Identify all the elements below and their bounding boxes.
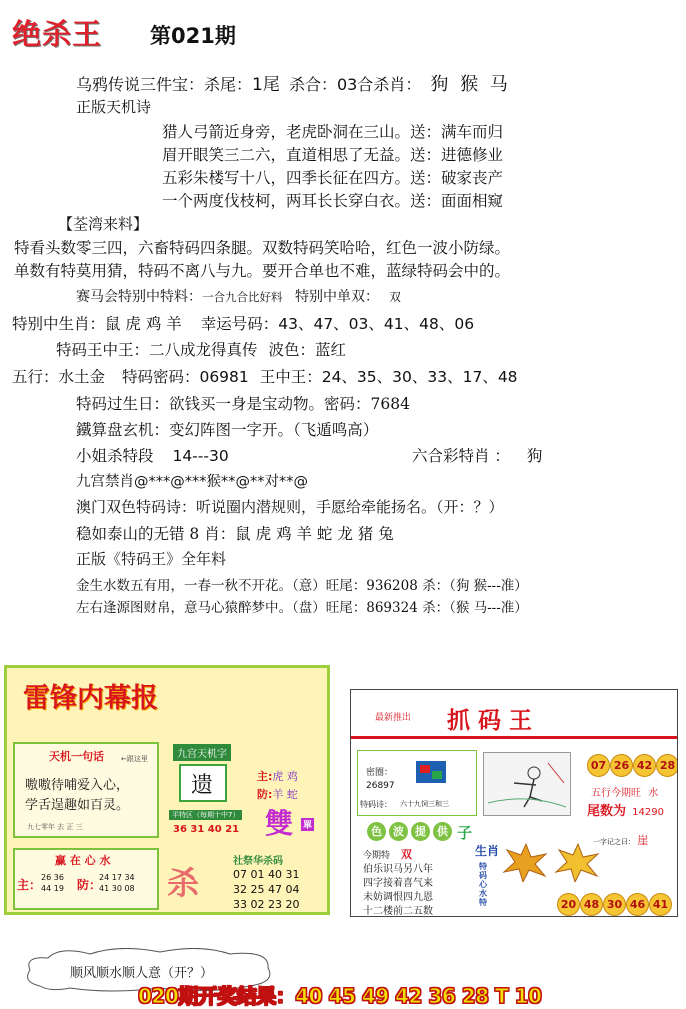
lucky-numbers: 幸运号码：43、47、03、41、48、06 — [200, 315, 475, 333]
paragraph-line-2: 单数有特莫用猜，特码不离八与九。要开合单也不难，蓝绿特码会中的。 — [14, 262, 511, 280]
verse-2: 四字接着喜气来 — [363, 878, 433, 889]
zhuama-title: 抓 码 王 — [447, 707, 533, 734]
today-value: 双 — [400, 848, 412, 861]
kill-zodiac-label: 杀肖： — [373, 75, 422, 94]
zhu-label: 主: — [257, 770, 273, 783]
liuhe-line — [412, 444, 542, 466]
liuhe-label: 六合彩特肖 ： — [412, 447, 510, 465]
fang-line — [257, 786, 298, 802]
zhu-value: 虎 鸡 — [272, 770, 298, 783]
dragon-image-left — [501, 842, 551, 882]
char-square — [179, 764, 227, 802]
today-label: 今期特 — [363, 851, 391, 861]
dragon-image-right — [553, 842, 603, 882]
yiyu-label: 一字记之曰： — [593, 838, 635, 846]
king-line — [56, 338, 346, 360]
side-label: 特码心水特 — [479, 862, 487, 907]
bottom-ball-4: 46 — [626, 893, 649, 916]
source-label: 【荃湾来料】 — [58, 215, 149, 233]
miss-kill-line — [76, 444, 229, 466]
verse-3: 未妨调恨四九恩 — [363, 892, 433, 903]
sunburst-icon-2 — [553, 842, 603, 882]
hw-zhu-numbers: 26 36 44 19 — [41, 873, 64, 893]
heart-water-box — [13, 848, 159, 910]
draw-result: 020期开奖结果：40 45 49 42 36 28 T 10 — [138, 984, 542, 1008]
verse-1: 伯乐识马另八年 — [363, 864, 433, 875]
kill-combo: 杀合：03合 — [288, 75, 374, 94]
top-ball-3: 42 — [633, 754, 656, 777]
tag-side: 子 — [457, 824, 473, 842]
saying-box — [13, 742, 159, 838]
year-line-1: 金生水数五有用，一春一秋不开花。（意）旺尾：936208 杀：（狗 猴---准） — [76, 578, 528, 594]
tail-line — [587, 800, 664, 819]
wuhang-line — [591, 784, 658, 799]
special-even-value: 双 — [389, 290, 401, 304]
jockey-value: 一合九合比好料 — [202, 290, 283, 304]
line-three-treasures — [76, 70, 511, 96]
shejing-row-2: 32 25 47 04 — [233, 883, 300, 896]
verse-4: 十二楼前二五数 — [363, 906, 433, 917]
latest-label: 最新推出 — [375, 713, 412, 723]
char-yi: 遗 — [191, 773, 214, 798]
liuhe-value: 狗 — [526, 447, 543, 465]
mima-value: 26897 — [366, 781, 395, 791]
king-phrase: 特码王中王：二八成龙得真传 — [56, 341, 258, 359]
hw-zhu-label: 主： — [17, 878, 42, 892]
steady-line: 稳如泰山的无错 8 肖：鼠 虎 鸡 羊 蛇 龙 猪 兔 — [76, 525, 394, 543]
title-divider — [351, 736, 678, 739]
kill-tail: 1尾 — [252, 75, 280, 95]
special-code: 特码密码：06981 — [121, 368, 249, 386]
hw-fang-numbers: 24 17 34 41 30 08 — [99, 873, 135, 893]
bottom-ball-5: 41 — [649, 893, 672, 916]
saying-foot: 九七零年 去 正 三 — [27, 823, 83, 831]
nine-palace-box — [165, 742, 329, 842]
zhu-line — [257, 768, 298, 784]
fullyear-line: 正版《特码王》全年料 — [76, 550, 227, 568]
double-char: 雙 — [265, 807, 294, 840]
paragraph-line-1: 特看头数零三四，六畜特码四条腿。双数特码笑哈哈，红色一波小防绿。 — [14, 239, 511, 257]
special-even-label: 特别中单双： — [294, 289, 379, 305]
temi-label: 特码诗： — [360, 800, 392, 809]
year-line-2: 左右逢源图财帛，意马心猿醉梦中。（盘）旺尾：869324 杀：（猴 马---准） — [76, 600, 528, 616]
bottom-ball-3: 30 — [603, 893, 626, 916]
mima-panel — [357, 750, 477, 816]
miss-kill-value: 14---30 — [172, 447, 229, 465]
special-zodiac: 特别中生肖：鼠 虎 鸡 羊 — [12, 315, 182, 333]
nine-palace-title: 九宫天机字 — [173, 744, 231, 761]
sunburst-icon — [501, 842, 551, 882]
tag-gong: 供 — [433, 822, 452, 841]
three-treasures-prefix: 乌鸦传说三件宝：杀尾： — [76, 75, 253, 94]
jockey-club-line — [76, 286, 401, 306]
birthday-line: 特码过生日：欲钱买一身是宝动物。密码：7684 — [76, 395, 410, 413]
miss-kill-label: 小姐杀特段 — [76, 447, 154, 465]
brand-title: 绝杀王 — [12, 17, 103, 51]
wuxing: 五行：水土金 — [12, 368, 106, 386]
temi-value: 六十九饲三和三 — [400, 800, 449, 808]
shejing-title: 社祭华杀码 — [233, 856, 283, 867]
zhuama-poster — [350, 689, 678, 917]
logo-red — [420, 765, 430, 773]
wuhang-value: 水 — [648, 788, 659, 799]
yiyu-value: 崖 — [637, 834, 649, 847]
wave-color: 波色：蓝红 — [268, 341, 346, 359]
kill-zodiac: 狗 猴 马 — [430, 74, 511, 95]
issue-number: 第021期 — [150, 24, 236, 48]
logo-icon — [416, 761, 446, 783]
cloud-text: 顺风顺水顺人意（开？） — [70, 966, 214, 981]
shejing-row-1: 07 01 40 31 — [233, 868, 300, 881]
fisherman-image — [483, 752, 571, 816]
heart-water-title: 赢 在 心 水 — [55, 854, 111, 867]
poem-line-2: 眉开眼笑三二六，直道相思了无益。送：进德修业 — [162, 146, 504, 164]
saying-title: 天机一句话 — [49, 750, 104, 763]
king-numbers: 王中王：24、35、30、33、17、48 — [259, 368, 518, 386]
special-zodiac-line — [12, 312, 474, 334]
hw-fang-label: 防： — [77, 878, 102, 892]
pingte-numbers: 36 31 40 21 — [173, 824, 240, 835]
fang-label: 防: — [257, 788, 273, 801]
fang-value: 羊 蛇 — [272, 788, 298, 801]
top-ball-1: 07 — [587, 754, 610, 777]
kill-char: 杀 — [167, 864, 200, 902]
poster-title: 雷锋内幕报 — [23, 683, 158, 714]
saying-sub: ←跟这里 — [121, 755, 148, 763]
shejing-row-3: 33 02 23 20 — [233, 898, 300, 911]
fisherman-icon — [484, 753, 570, 815]
poem-heading: 正版天机诗 — [76, 98, 152, 116]
wuxing-line — [12, 365, 518, 387]
tag-bo: 波 — [389, 822, 408, 841]
top-ball-4: 28 — [656, 754, 678, 777]
wuhang-label: 五行今期旺 — [591, 788, 641, 799]
saying-line-1: 嗷嗷待哺爱入心， — [25, 778, 130, 793]
poem-line-3: 五彩朱楼写十八，四季长征在四方。送：破家丧产 — [162, 169, 504, 187]
tail-value: 14290 — [632, 807, 664, 818]
pingte-label: 平特区（每期十中7） — [169, 810, 242, 820]
single-char: 單 — [301, 818, 314, 831]
leifeng-poster — [4, 665, 330, 915]
tag-se: 色 — [367, 822, 386, 841]
bottom-ball-2: 48 — [580, 893, 603, 916]
abacus-line: 鐵算盘玄机：变幻阵图一字开。（飞遁鸣高） — [76, 421, 379, 439]
tail-label: 尾数为 — [587, 804, 627, 819]
shengxiao-label: 生肖 — [475, 844, 500, 858]
bottom-ball-1: 20 — [557, 893, 580, 916]
macau-line: 澳门双色特码诗：听说圈内潜规则，手愿给牵能扬名。（开：？） — [76, 498, 504, 516]
top-ball-2: 26 — [610, 754, 633, 777]
poem-line-1: 猎人弓箭近身旁，老虎卧洞在三山。送：满车而归 — [162, 123, 504, 141]
tag-ti: 提 — [411, 822, 430, 841]
logo-green — [432, 771, 442, 779]
jockey-label: 赛马会特别中特料： — [76, 289, 202, 305]
jiugong-line: 九宫禁肖@***@***猴**@**对**@ — [76, 474, 308, 490]
mima-label: 密圈： — [366, 768, 394, 778]
poem-line-4: 一个两度伐枝柯，两耳长长穿白衣。送：面面相窥 — [162, 192, 504, 210]
saying-line-2: 学舌逞趣如百灵。 — [25, 798, 130, 813]
